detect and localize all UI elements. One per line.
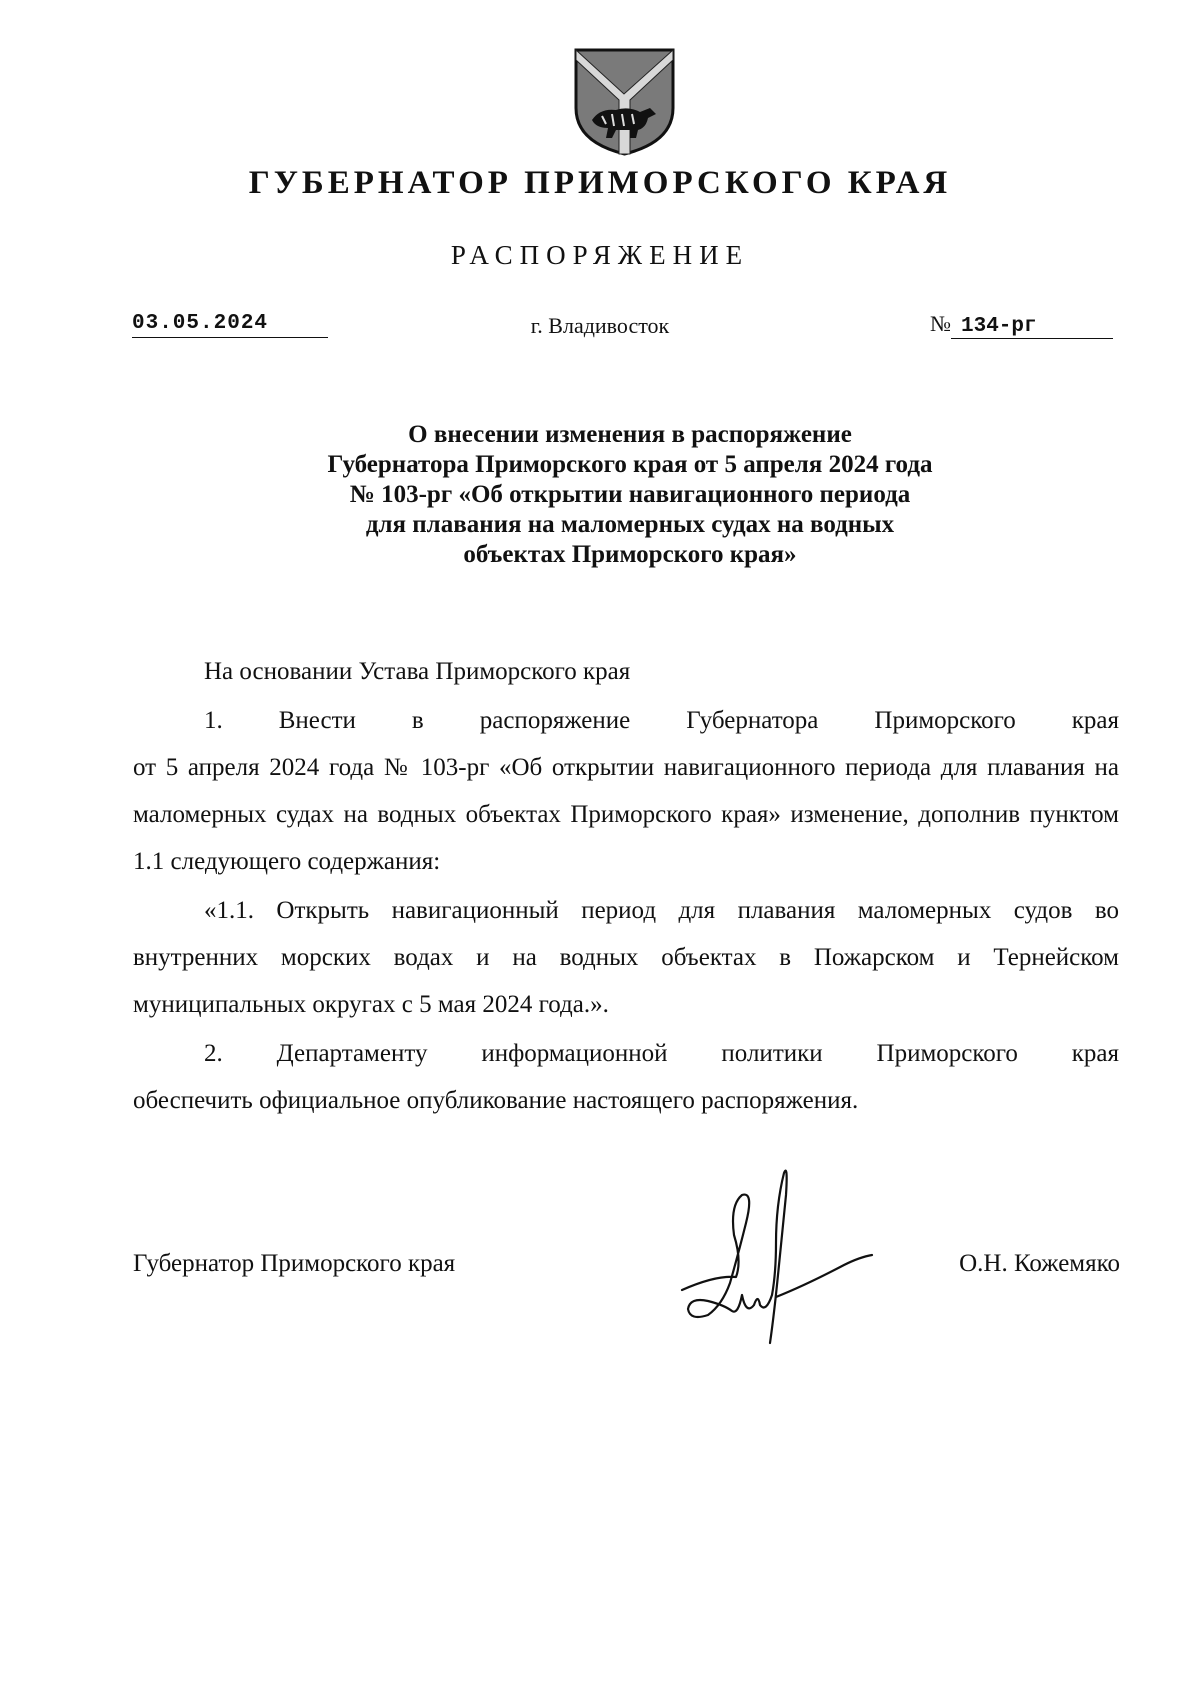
item-1-1-text: «1.1. Открыть навигационный период для плавания маломерных судов во внутренних морских водах и на водных объектах в Пожарском и Тернейском муниципальных округах с 5 мая 2024 года.». bbox=[133, 897, 1119, 1018]
title-line: для плавания на маломерных судах на водных bbox=[365, 511, 895, 538]
document-title bbox=[200, 420, 1060, 570]
item-2-first-line: 2. Департаменту информационной политики Приморского края bbox=[204, 1040, 1119, 1067]
number-sign: № bbox=[930, 311, 951, 336]
document-body bbox=[133, 648, 1119, 1124]
signature-icon bbox=[676, 1165, 876, 1350]
signatory-title: Губернатор Приморского края bbox=[133, 1250, 456, 1277]
basis-paragraph: На основании Устава Приморского края bbox=[204, 658, 631, 685]
document-number-field bbox=[930, 311, 1113, 339]
document-date: 03.05.2024 bbox=[132, 312, 328, 338]
title-line: О внесении изменения в распоряжение bbox=[408, 421, 852, 448]
title-line: объектах Приморского края» bbox=[463, 541, 797, 568]
document-type-heading: РАСПОРЯЖЕНИЕ bbox=[450, 240, 750, 270]
item-1-text: от 5 апреля 2024 года № 103-рг «Об открытии навигационного периода для плавания на маломерных судах на водных объектах Приморского края» изменение, дополнив пунктом 1.1 следующего содержания: bbox=[133, 754, 1119, 875]
item-1-first-line: 1. Внести в распоряжение Губернатора Приморского края bbox=[204, 707, 1119, 734]
title-line: Губернатора Приморского края от 5 апреля 2024 года bbox=[327, 451, 933, 478]
signatory-name: О.Н. Кожемяко bbox=[959, 1250, 1120, 1277]
document-number: 134-рг bbox=[951, 315, 1113, 339]
item-2-text: обеспечить официальное опубликование настоящего распоряжения. bbox=[133, 1087, 859, 1114]
authority-heading: ГУБЕРНАТОР ПРИМОРСКОГО КРАЯ bbox=[248, 165, 952, 201]
title-line: № 103-рг «Об открытии навигационного периода bbox=[349, 481, 911, 508]
coat-of-arms-icon bbox=[572, 46, 677, 158]
document-city: г. Владивосток bbox=[530, 313, 670, 338]
